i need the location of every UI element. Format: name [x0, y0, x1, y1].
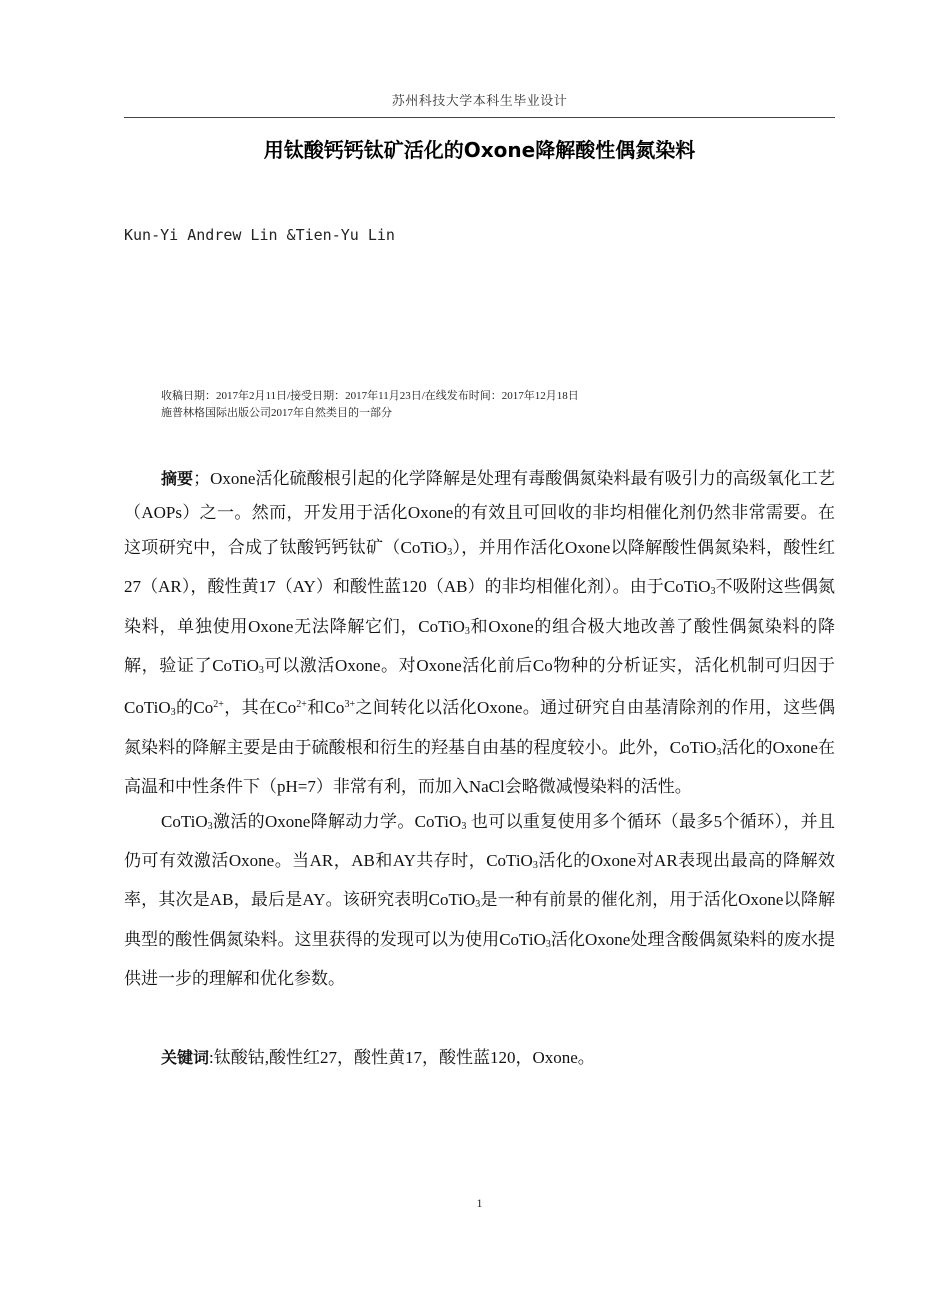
abstract-text: 激活的Oxone降解动力学。CoTiO: [212, 811, 462, 831]
received-dates: 收稿日期：2017年2月11日/接受日期：2017年11月23日/在线发布时间：2017年12月18日: [161, 390, 579, 402]
abstract-text: 不吸附这些偶氮染料，单独使用Oxone无法降解它们，CoTiO: [124, 577, 836, 636]
abstract-text: 之间转化以活化Oxone。通过研究自由基清除剂的作用，这些偶氮染料的降解主要是由于硫酸根和衍生的羟基自由基的程度较小。此外，CoTiO: [124, 698, 836, 757]
subscript: 3: [258, 665, 264, 677]
keywords: [161, 1043, 595, 1068]
abstract-text: Oxone活化硫酸根引起的化学降解是处理有毒酸偶氮染料最有吸引力的高级氧化工艺（AOPs）之一。然而，开发用于活化Oxone的有效且可回收的非均相催化剂仍然非常需要。在这项研究中，合成了钛酸钙钙钛矿（CoTiO: [124, 469, 835, 557]
keywords-label: 关键词: [161, 1048, 210, 1067]
subscript: 3: [461, 820, 467, 832]
abstract-text: ），并用作活化Oxone以降解酸性偶氮染料，酸性红27（AR），酸性黄17（AY）和酸性蓝120（AB）的非均相催化剂）。由于CoTiO: [124, 537, 835, 597]
abstract-text: 活化的Oxone在高温和中性条件下（pH=7）非常有利，而加入NaCl会略微减慢染料的活性。: [124, 737, 836, 797]
paper-title: 用钛酸钙钙钛矿活化的Oxone降解酸性偶氮染料: [263, 138, 696, 162]
publication-meta: [161, 388, 579, 422]
abstract-text: 可以激活Oxone。对Oxone活化前后Co物种的分析证实，活化机制可归因于CoTiO: [124, 656, 835, 718]
subscript: 3: [716, 746, 722, 758]
subscript: 3: [170, 707, 176, 719]
superscript: 2+: [296, 699, 307, 711]
subscript: 3: [475, 899, 481, 911]
abstract-text: 是一种有前景的催化剂，用于活化Oxone以降解典型的酸性偶氮染料。这里获得的发现可以为使用CoTiO: [124, 890, 836, 949]
abstract-paragraph-1: [124, 462, 835, 805]
abstract-label: 摘要: [161, 469, 194, 488]
publisher-note: 施普林格国际出版公司2017年自然类目的一部分: [161, 407, 392, 419]
abstract-text: ，其在Co: [223, 698, 297, 718]
abstract-text: 活化Oxone处理含酸偶氮染料的废水提供进一步的理解和优化参数。: [124, 929, 835, 989]
keywords-text: :钛酸钴,酸性红27，酸性黄17，酸性蓝120，Oxone。: [209, 1048, 595, 1067]
abstract-text: 的Co: [175, 698, 214, 718]
subscript: 3: [207, 820, 213, 832]
abstract-text: 活化的Oxone对AR表现出最高的降解效率，其次是AB，最后是AY。该研究表明CoTiO: [124, 851, 836, 910]
page-number: 1: [476, 1196, 483, 1210]
subscript: 3: [464, 625, 470, 637]
running-header: 苏州科技大学本科生毕业设计: [391, 93, 568, 108]
abstract-text: 和Oxone的组合极大地改善了酸性偶氮染料的降解，验证了CoTiO: [124, 616, 835, 676]
superscript: 2+: [213, 699, 224, 711]
subscript: 3: [532, 860, 538, 872]
abstract-text: 也可以重复使用多个循环（最多5个循环），并且仍可有效激活Oxone。当AR，AB和AY共存时，CoTiO: [124, 811, 835, 871]
abstract-paragraph-2: [124, 805, 835, 997]
abstract-separator: ；: [193, 469, 211, 488]
abstract-text: 和Co: [306, 698, 345, 718]
header-divider: [124, 117, 835, 118]
abstract: [124, 462, 835, 997]
abstract-text: CoTiO: [161, 811, 208, 831]
subscript: 3: [545, 938, 551, 950]
subscript: 3: [447, 546, 453, 558]
superscript: 3+: [344, 699, 356, 711]
authors: Kun-Yi Andrew Lin &Tien-Yu Lin: [124, 226, 395, 244]
subscript: 3: [710, 586, 716, 598]
